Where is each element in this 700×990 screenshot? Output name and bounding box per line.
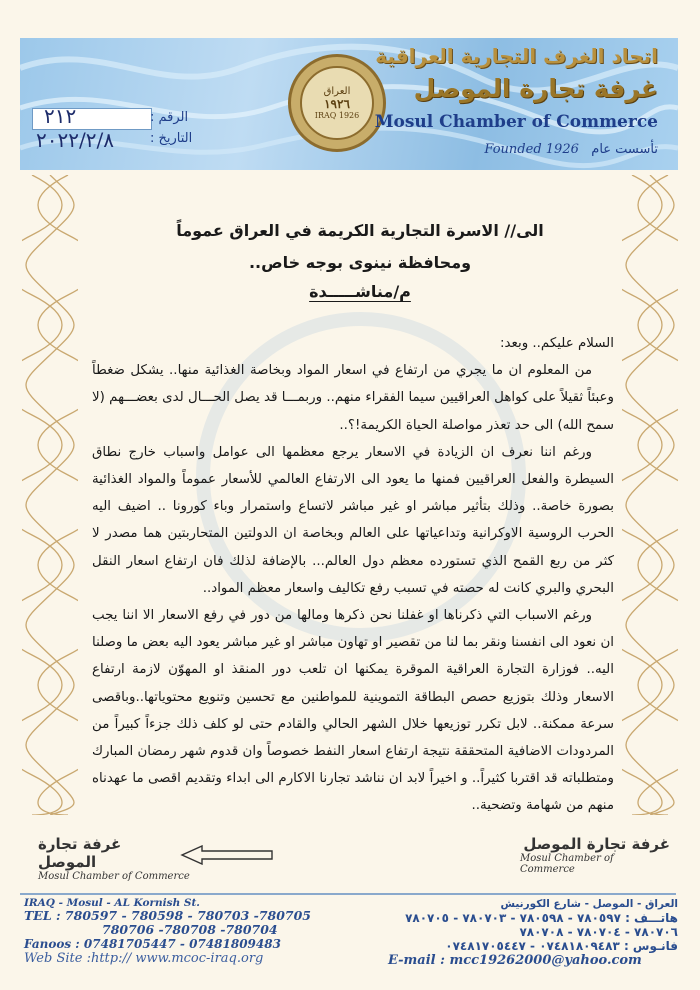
website-link[interactable]: Web Site :http:// www.mcoc-iraq.org	[24, 951, 264, 966]
address-ar: العراق - الموصل - شارع الكورنيش	[500, 898, 678, 910]
telephone-ar-2: ٧٨٠٧٠٦ - ٧٨٠٧٠٤ - ٧٨٠٧٠٨	[519, 925, 678, 939]
addressee-block	[120, 215, 600, 279]
seal-text-iraq-en: IRAQ	[314, 111, 337, 120]
paragraph-2: ورغم اننا نعرف ان الزيادة في الاسعار يرجع معظمها الى عوامل واسباب خارج نطاق السيطرة والفعل العراقيين فمنها ما يعود الى الارتفاع العالمي للأسعار عموماً والمواد الغذائية بصورة خاصة.. وذلك بتأثير مباشر او غير مباشر لاتساع واستمرار وباء كورونا .. اضيف اليه الحرب الروسية الاوكرانية وتداعياتها على العالم وبخاصة ان الدولتين المتحاربتين هما مصدر لا كثر من ربع القمح الذي تستورده معظم دول العالم... بالإضافة لذلك فان ارتفاع اسعار النقل البحري والبري كانت له حصته في تسبب رفع تكاليف واسعار معظم المواد..	[92, 444, 614, 596]
seal-text-year: ١٩٢٦	[324, 97, 350, 111]
chamber-name-en: Mosul Chamber of Commerce	[374, 112, 658, 132]
right-stamp-en: Mosul Chamber of Commerce	[520, 853, 614, 875]
footer-contact-en	[24, 897, 324, 966]
paragraph-1: من المعلوم ان ما يجري من ارتفاع في اسعار المواد وبخاصة الغذائية منها.. يشكل ضغطاً وعبئاً ثقيلاً على كواهل العراقيين سيما الفقراء منهم.. وربمـــا قد يصل الحـــال لدى بعضـــهم (لا سمح الله) الى حد تعذر مواصلة الحياة الكريمة!؟..	[92, 363, 614, 433]
federation-name-ar: اتحاد الغرف التجارية العراقية	[375, 44, 658, 68]
right-stamp-ar: غرفة تجارة الموصل	[523, 835, 670, 853]
right-ornament-border	[622, 175, 678, 815]
email-link[interactable]: E-mail : mcc19262000@yahoo.com	[388, 953, 642, 968]
footer-divider	[20, 893, 676, 895]
right-stamp	[520, 835, 670, 875]
arrow-left-icon	[180, 845, 275, 865]
chamber-seal-logo	[288, 54, 386, 152]
address-en: IRAQ - Mosul - AL Kornish St.	[24, 897, 200, 909]
subject-line: م/مناشـــــدة	[309, 282, 411, 301]
founded-line	[484, 142, 658, 157]
telephone-en-1: TEL : 780597 - 780598 - 780703 -780705	[24, 908, 311, 923]
seal-text-iraq: العراق	[323, 86, 351, 97]
addressee-line-2: ومحافظة نينوى بوجه خاص..	[248, 253, 472, 272]
letter-body	[92, 330, 614, 820]
paragraph-3: ورغم الاسباب التي ذكرناها او غفلنا نحن ذكرها ومالها من دور في رفع الاسعار الا اننا يجب ان نعود الى انفسنا ونقر بما لنا من تقصير او تهاون مباشر او غير مباشر يعود اليه بعض ما وصلنا اليه.. فوزارة التجارة العراقية الموقرة يمكنها ان تلعب دور المنقذ او المهوّن لازمة ارتفاع الاسعار وذلك بتوزيع حصص البطاقة التموينية للمواطنين مع تحسين وتنويع محتوياتها..وباقصى سرعة ممكنة.. لابل تكرر توزيعها خلال الشهر الحالي والقادم حتى لو كلف ذلك جزءاً كبيراً من المردودات الاضافية المتحققة نتيجة ارتفاع اسعار النفط خصوصاً وان قدوم شهر رمضان المبارك ومتطلباته قد اقتربا كثيراً.. و اخيراً لابد ان نناشد تجارنا الاكارم الى ابداء وتقديم اقصى ما عهدناه منهم من شهامة وتضحية..	[92, 608, 614, 814]
chamber-name-ar: غرفة تجارة الموصل	[413, 74, 658, 103]
reference-number: ٢١٢	[44, 104, 77, 128]
fanoos-ar: فانـوس : ٠٧٤٨١٨٠٩٤٨٣ - ٠٧٤٨١٧٠٥٤٤٧	[445, 939, 678, 953]
footer-contact-ar	[348, 897, 678, 968]
left-stamp-en: Mosul Chamber of Commerce	[38, 871, 190, 882]
date-label: التاريخ :	[150, 131, 193, 146]
letterhead-banner	[20, 38, 678, 170]
telephone-en-2: 780706 -780708 -780704	[102, 922, 278, 937]
addressee-line-1: الى// الاسرة التجارية الكريمة في العراق عموماً	[176, 221, 544, 240]
founded-en: Founded 1926	[484, 142, 579, 157]
greeting: السلام عليكم.. وبعد:	[499, 336, 614, 351]
left-stamp-ar: غرفة تجارة الموصل	[38, 835, 122, 871]
telephone-ar-1: هاتـــف : ٧٨٠٥٩٧ - ٧٨٠٥٩٨ - ٧٨٠٧٠٣ - ٧٨٠٧٠٥	[405, 911, 678, 925]
founded-ar: تأسست عام	[591, 142, 658, 157]
reference-label: الرقم :	[150, 110, 189, 125]
fanoos-en: Fanoos : 07481705447 - 07481809483	[24, 937, 281, 951]
letter-date: ٢٠٢٢/٢/٨	[36, 128, 114, 152]
left-ornament-border	[22, 175, 78, 815]
seal-text-1926: 1926	[338, 111, 360, 120]
